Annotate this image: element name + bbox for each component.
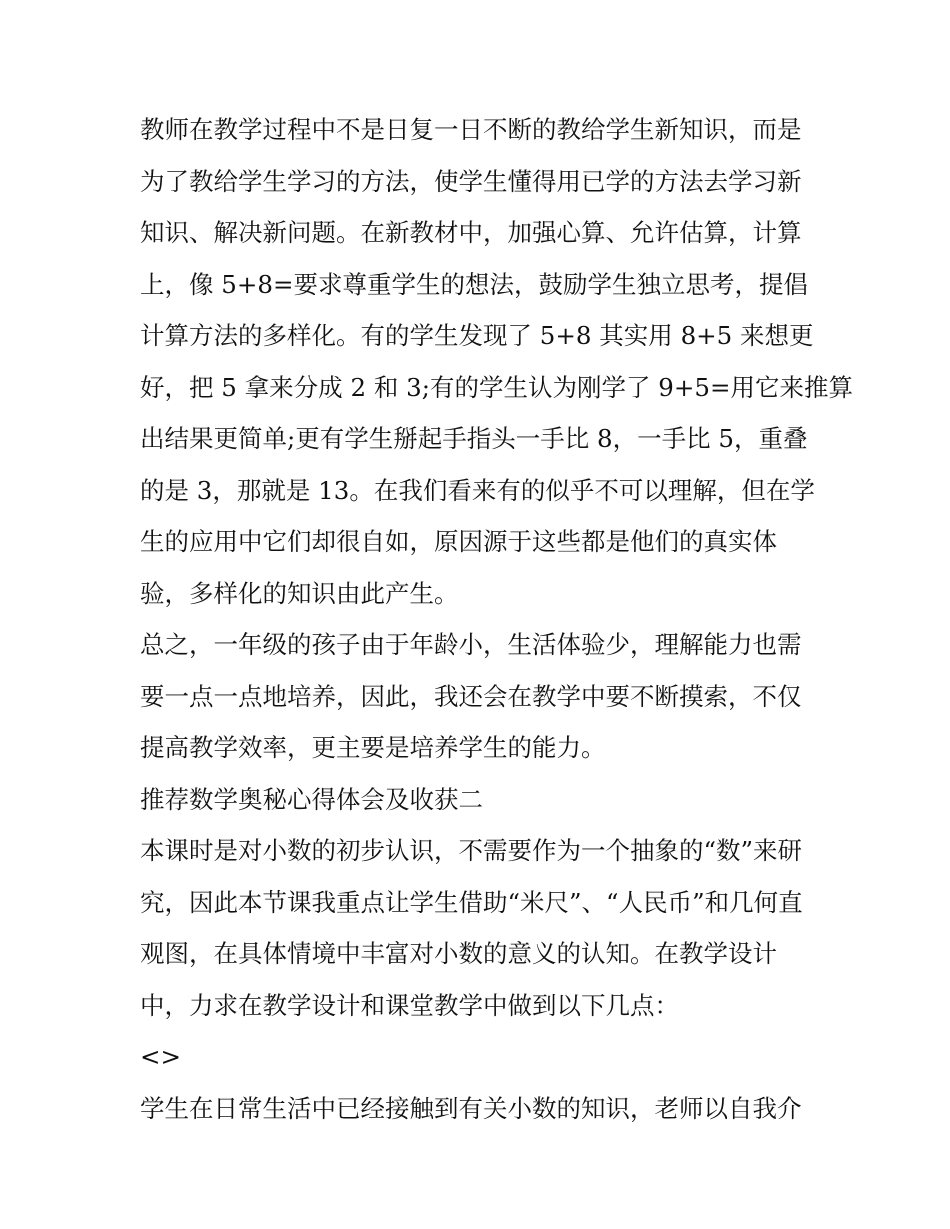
text-line: 观图，在具体情境中丰富对小数的意义的认知。在教学设计: [140, 939, 777, 968]
text-line: 出结果更简单;更有学生掰起手指头一手比 8，一手比 5，重叠: [140, 424, 808, 453]
text-line: 本课时是对小数的初步认识，不需要作为一个抽象的“数”来研: [140, 836, 803, 865]
text-line: 学生在日常生活中已经接触到有关小数的知识，老师以自我介: [140, 1093, 802, 1123]
text-line: 计算方法的多样化。有的学生发现了 5+8 其实用 8+5 来想更: [140, 321, 814, 350]
text-line: 提高教学效率，更主要是培养学生的能力。: [140, 733, 606, 762]
paragraph-4: [140, 1083, 820, 1135]
text-line: 知识、解决新问题。在新教材中，加强心算、允许估算，计算: [140, 218, 802, 247]
text-line: 教师在教学过程中不是日复一日不断的教给学生新知识，而是: [140, 115, 802, 144]
text-line: 要一点一点地培养，因此，我还会在教学中要不断摸索，不仅: [140, 681, 802, 711]
paragraph-1: [140, 104, 853, 619]
text-line: 为了教给学生学习的方法，使学生懂得用已学的方法去学习新: [140, 166, 802, 196]
heading-line: 推荐数学奥秘心得体会及收获二: [140, 784, 483, 814]
text-line: <>: [140, 1042, 182, 1071]
text-line: 生的应用中它们却很自如，原因源于这些都是他们的真实体: [140, 527, 777, 556]
text-line: 究，因此本节课我重点让学生借助“米尺”、“人民币”和几何直: [140, 887, 803, 917]
section-heading: [140, 774, 820, 826]
paragraph-2: [140, 619, 820, 774]
document-body: [140, 104, 853, 1134]
text-line: 好，把 5 拿来分成 2 和 3;有的学生认为刚学了 9+5=用它来推算: [140, 372, 853, 402]
text-line: 验，多样化的知识由此产生。: [140, 578, 459, 608]
text-line: 中，力求在教学设计和课堂教学中做到以下几点：: [140, 990, 679, 1020]
text-line: 上，像 5+8=要求尊重学生的想法，鼓励学生独立思考，提倡: [140, 269, 809, 299]
text-line: 的是 3，那就是 13。在我们看来有的似乎不可以理解，但在学: [140, 475, 815, 505]
text-line: 总之，一年级的孩子由于年龄小，生活体验少，理解能力也需: [140, 630, 802, 659]
placeholder-marker: [140, 1031, 820, 1083]
paragraph-3: [140, 825, 820, 1031]
